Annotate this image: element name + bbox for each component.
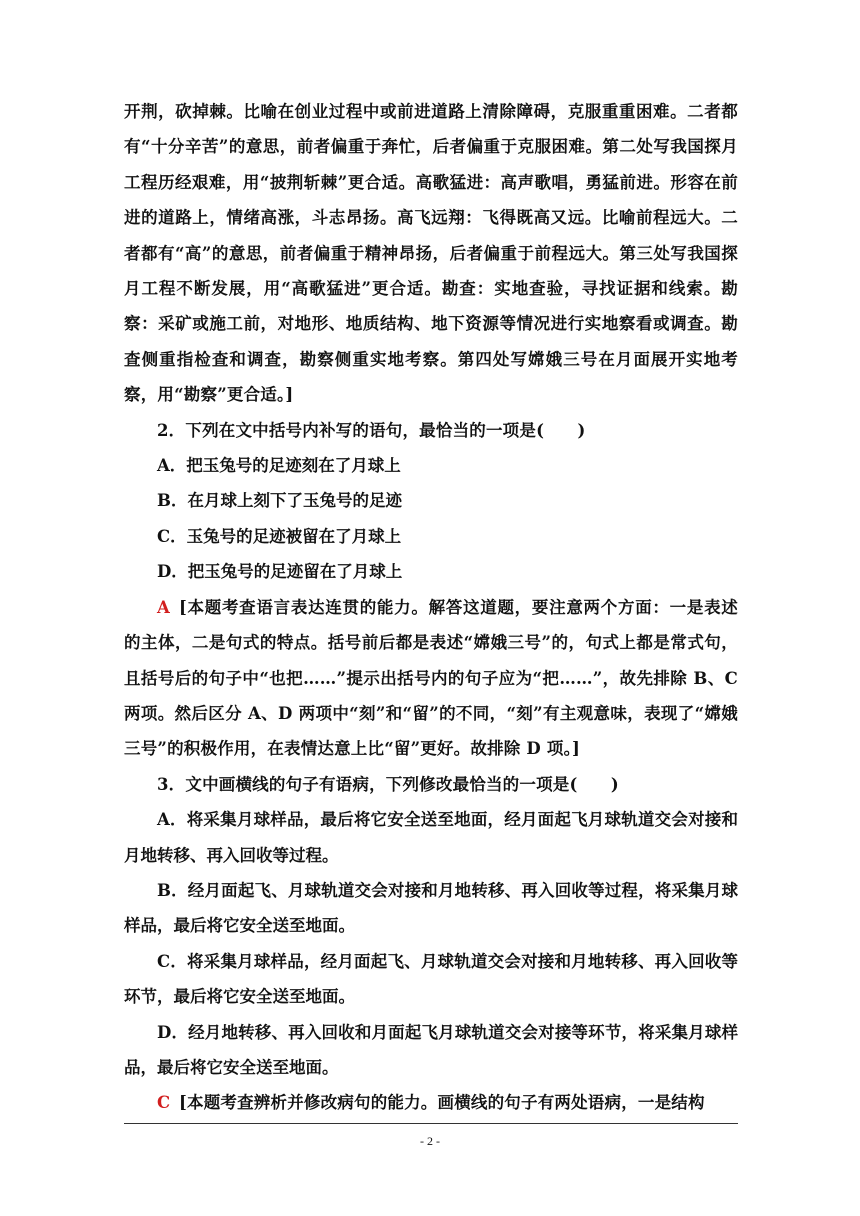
document-body [124,94,738,1121]
question-2-option-d: D．把玉兔号的足迹留在了月球上 [157,562,403,582]
answer-explanation: [本题考查辨析并修改病句的能力。画横线的句子有两处语病，一是结构 [179,1093,705,1113]
answer-letter: C [157,1093,171,1113]
question-2-stem: 2．下列在文中括号内补写的语句，最恰当的一项是( ) [157,420,586,440]
question-2-option-b: B．在月球上刻下了玉兔号的足迹 [157,491,402,511]
page-number: - 2 - [420,1134,440,1148]
question-3-option-c: C．将采集月球样品，经月面起飞、月球轨道交会对接和月地转移、再入回收等环节，最后将它安全送至地面。 [124,951,738,1007]
question-2-option-c: C．玉兔号的足迹被留在了月球上 [157,526,402,546]
question-3-answer [124,1085,738,1120]
footer-divider [124,1123,738,1124]
question-2-option-a: A．把玉兔号的足迹刻在了月球上 [157,456,401,476]
answer-explanation: [本题考查语言表达连贯的能力。解答这道题，要注意两个方面：一是表述的主体，二是句式的特点。括号前后都是表述“嫦娥三号”的，句式上都是常式句，且括号后的句子中“也把……”提示出括号内的句子应为“把……”，故先排除 B、C 两项。然后区分 A、D 两项中“刻”和“留”的不同，“刻”有主观意味，表现了“嫦娥三号”的积极作用，在表情达意上比“留”更好。故排除 D 项。] [124,597,738,759]
question-3-stem: 3．文中画横线的句子有语病，下列修改最恰当的一项是( ) [157,774,619,794]
answer-letter: A [157,597,171,617]
question-3-option-d: D．经月地转移、再入回收和月面起飞月球轨道交会对接等环节，将采集月球样品，最后将它安全送至地面。 [124,1022,738,1077]
question-3-option-a: A．将采集月球样品，最后将它安全送至地面，经月面起飞月球轨道交会对接和月地转移、再入回收等过程。 [124,810,738,865]
question-2-answer [124,590,738,767]
explanation-paragraph: 开荆，砍掉棘。比喻在创业过程中或前进道路上清除障碍，克服重重困难。二者都有“十分辛苦”的意思，前者偏重于奔忙，后者偏重于克服困难。第二处写我国探月工程历经艰难，用“披荆斩棘”更合适。高歌猛进：高声歌唱，勇猛前进。形容在前进的道路上，情绪高涨，斗志昂扬。高飞远翔：飞得既高又远。比喻前程远大。二者都有“高”的意思，前者偏重于精神昂扬，后者偏重于前程远大。第三处写我国探月工程不断发展，用“高歌猛进”更合适。勘查：实地查验，寻找证据和线索。勘察：采矿或施工前，对地形、地质结构、地下资源等情况进行实地察看或调查。勘查侧重指检查和调查，勘察侧重实地考察。第四处写嫦娥三号在月面展开实地考察，用“勘察”更合适。] [124,102,738,405]
question-3-option-b: B．经月面起飞、月球轨道交会对接和月地转移、再入回收等过程，将采集月球样品，最后将它安全送至地面。 [124,880,738,936]
